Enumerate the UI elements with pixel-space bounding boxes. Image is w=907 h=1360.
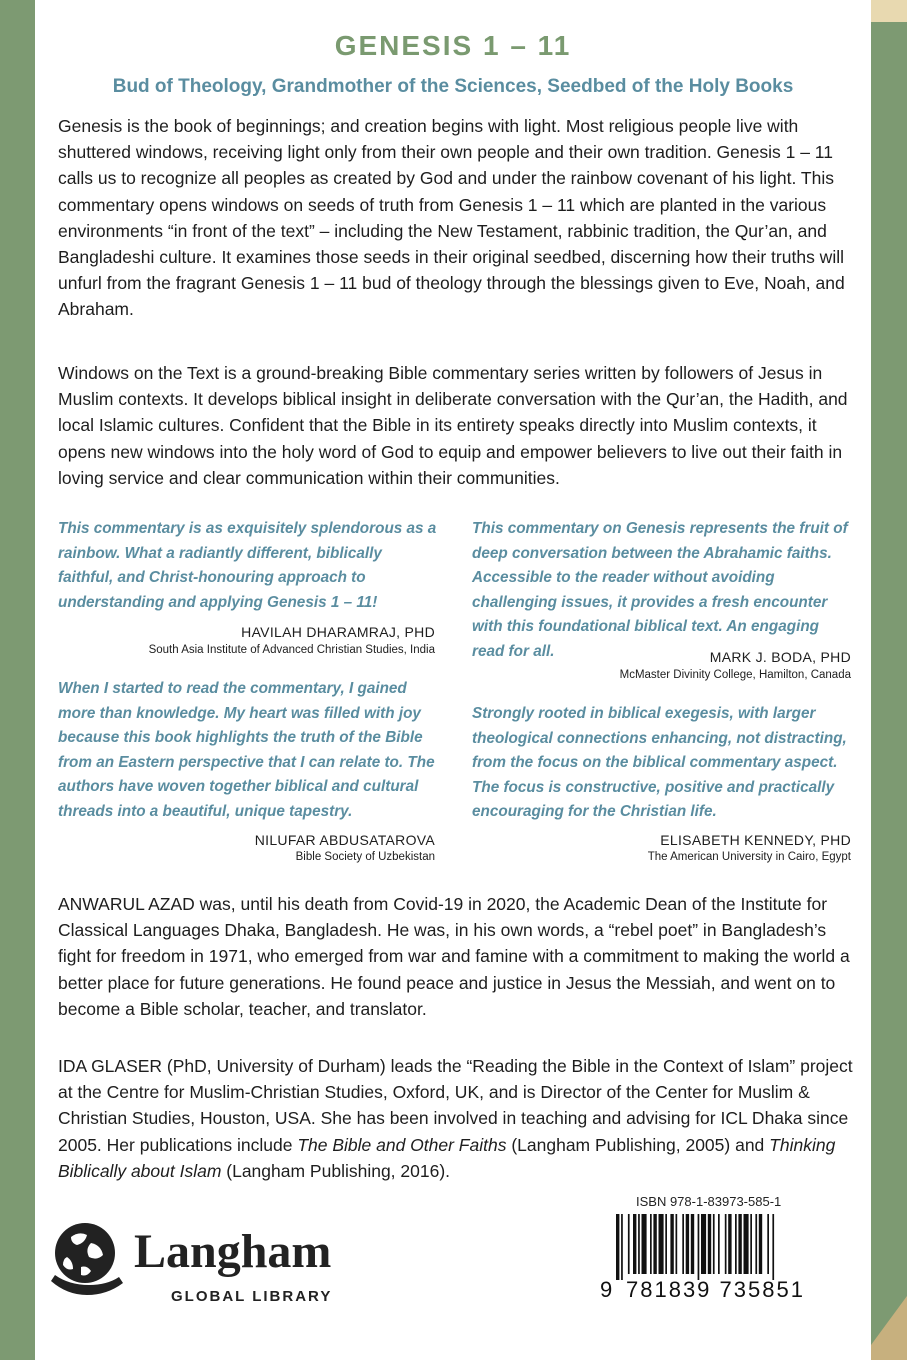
endorser-affiliation-4: The American University in Cairo, Egypt (647, 851, 851, 863)
book-title-1: The Bible and Other Faiths (297, 1134, 507, 1155)
book-title-2: Thinking Biblically about Islam (58, 1134, 836, 1181)
description-paragraph-2: Windows on the Text is a ground-breaking Bible commentary series written by followers of Jesus in Muslim contexts. It develops biblical insight in deliberate conversation with the Qur’an, the Hadith, and local Islamic cultures. Confident that the Bible in its entirety speaks directly into Muslim contexts, it opens new windows into the holy word of God to equip and empower believers to live out their faith in loving service and clear communication within their communities. (58, 363, 848, 488)
barcode-bar (735, 1214, 737, 1274)
barcode-bar (708, 1214, 711, 1274)
barcode-digits: 781839 735851 (626, 1277, 805, 1302)
publisher-tagline: GLOBAL LIBRARY (171, 1288, 333, 1305)
endorser-name-3: NILUFAR ABDUSATAROVA (254, 832, 435, 848)
barcode-bar (633, 1214, 636, 1274)
barcode-bar (750, 1214, 752, 1274)
cover-corner-top (868, 0, 907, 22)
barcode-bar (653, 1214, 656, 1274)
barcode-bar (755, 1214, 757, 1274)
endorsement-quote-3: When I started to read the commentary, I gained more than knowledge. My heart was filled with joy because this book highlights the truth of the Bible from an Eastern perspective that I can relate to. The authors have woven together biblical and cultural threads into a beautiful, unique tapestry. (58, 680, 435, 820)
endorsement-quote-2: This commentary on Genesis represents the fruit of deep conversation between the Abrahamic faiths. Accessible to the reader without avoiding challenging issues, it provides a fresh encounter with this foundational biblical text. An engaging read for all. (472, 520, 848, 660)
publisher-logo-wordmark: Langham (134, 1225, 332, 1278)
endorser-name-2: MARK J. BODA, PHD (709, 649, 851, 665)
barcode-bar (676, 1214, 678, 1274)
barcode-bar (701, 1214, 706, 1274)
endorser-name-1: HAVILAH DHARAMRAJ, PHD (241, 624, 435, 640)
bio-text: (Langham Publishing, 2005) and (506, 1134, 770, 1155)
book-subtitle: Bud of Theology, Grandmother of the Sciences, Seedbed of the Holy Books (112, 76, 794, 97)
barcode-bar (621, 1214, 623, 1280)
endorser-affiliation-2: McMaster Divinity College, Hamilton, Canada (619, 669, 851, 681)
barcode-bar (642, 1214, 647, 1274)
barcode-bar (691, 1214, 694, 1274)
barcode-image (614, 1214, 826, 1280)
barcode-bar (665, 1214, 667, 1274)
endorser-affiliation-1: South Asia Institute of Advanced Christian Studies, India (148, 644, 435, 656)
endorsement-quote-1: This commentary is as exquisitely splendorous as a rainbow. What a radiantly different, biblically faithful, and Christ-honouring approach to understanding and applying Genesis 1 – 11! (58, 520, 437, 611)
barcode-first-digit: 9 (600, 1277, 613, 1302)
barcode-bar (744, 1214, 749, 1274)
barcode-bar (772, 1214, 774, 1280)
author-bio-azad: ANWARUL AZAD was, until his death from Covid-19 in 2020, the Academic Dean of the Institute for Classical Languages Dhaka, Bangladesh. He was, in his own words, a “rebel poet” in Bangladesh’s fight for freedom in 1971, who emerged from war and famine with a commitment to making the world a better place for future generations. He found peace and justice in Jesus the Messiah, and went on to become a Bible scholar, teacher, and translator. (58, 894, 850, 1019)
barcode-bar (650, 1214, 652, 1274)
barcode-bar (725, 1214, 727, 1274)
barcode-bar (767, 1214, 769, 1274)
barcode-bar (738, 1214, 741, 1274)
bio-text: (Langham Publishing, 2016). (221, 1160, 451, 1181)
barcode-bar (616, 1214, 619, 1280)
bio-text: IDA GLASER (PhD, University of Durham) leads the “Reading the Bible in the Context of Islam” project at the Centre for Muslim-Christian Studies, Oxford, UK, and is Director of the Center for Muslim & Christian Studies, Houston, USA. She has been involved in teaching and advising for ICL Dhaka since 2005. Her publications include (58, 1056, 853, 1155)
description-paragraph-1: Genesis is the book of beginnings; and creation begins with light. Most religious people live with shuttered windows, receiving light only from their own people and their own tradition. Genesis 1 – 11 calls us to recognize all peoples as created by God and under the rainbow covenant of his light. This commentary opens windows on seeds of truth from Genesis 1 – 11 which are planted in the various environments “in front of the text” – including the New Testament, rabbinic tradition, the Qur’an, and Bangladeshi culture. It examines those seeds in their original seedbed, discerning how their truths will unfurl from the fragrant Genesis 1 – 11 bud of theology through the blessings given to Eve, Noah, and Abraham. (58, 116, 845, 320)
barcode-bar (713, 1214, 715, 1274)
author-bio-glaser (58, 1053, 853, 1184)
barcode-bar (670, 1214, 673, 1274)
book-title: GENESIS 1 – 11 (334, 30, 572, 61)
back-cover (35, 0, 871, 1360)
barcode-bar (659, 1214, 664, 1274)
barcode-bar (638, 1214, 640, 1274)
globe-hand-icon (47, 1217, 127, 1297)
barcode-bar (759, 1214, 762, 1274)
barcode-bar (682, 1214, 684, 1274)
isbn-label: ISBN 978-1-83973-585-1 (636, 1194, 782, 1209)
endorser-name-4: ELISABETH KENNEDY, PHD (660, 832, 851, 848)
endorser-affiliation-3: Bible Society of Uzbekistan (295, 851, 435, 863)
barcode-bar (698, 1214, 700, 1280)
endorsement-quote-4: Strongly rooted in biblical exegesis, with larger theological connections enhancing, not distracting, from the focus on the biblical commentary aspect. The focus is constructive, positive and practically encouraging for the Christian life. (472, 705, 847, 821)
barcode-bar (728, 1214, 731, 1274)
barcode-bar (686, 1214, 689, 1274)
barcode-bar (628, 1214, 630, 1274)
barcode-bar (718, 1214, 720, 1274)
